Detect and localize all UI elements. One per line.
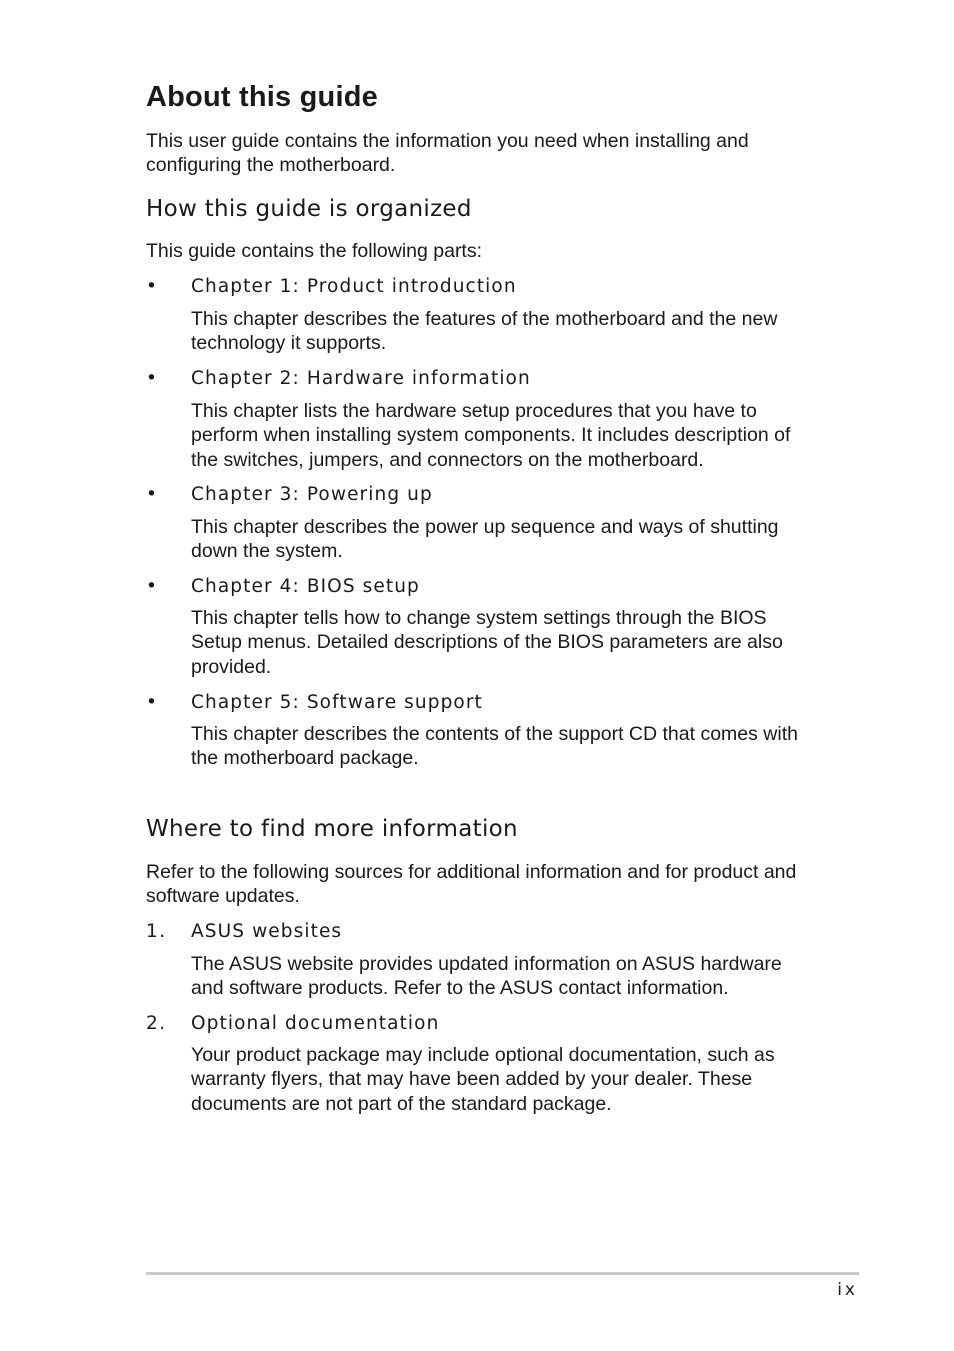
chapter-description: This chapter tells how to change system settings through the BIOS Setup menus. Detailed descriptions of the BIOS parameters are also provided. <box>191 607 783 678</box>
intro-paragraph: This user guide contains the information you need when installing and configuring the motherboard. <box>146 130 749 177</box>
list-number: 2. <box>146 1013 167 1034</box>
chapter-description: This chapter lists the hardware setup procedures that you have to perform when installing system components. It includes description of the switches, jumpers, and connectors on the motherboard. <box>191 400 791 471</box>
bullet-icon: • <box>146 484 159 505</box>
section-lead: This guide contains the following parts: <box>146 240 483 262</box>
bullet-icon: • <box>146 368 159 389</box>
page-title: About this guide <box>146 81 378 113</box>
section-lead: Refer to the following sources for additional information and for product and software updates. <box>146 861 797 908</box>
bullet-icon: • <box>146 692 159 713</box>
chapter-title: Chapter 3: Powering up <box>191 484 433 505</box>
chapter-title: Chapter 1: Product introduction <box>191 276 517 297</box>
chapter-title: Chapter 5: Software support <box>191 692 483 713</box>
chapter-title: Chapter 2: Hardware information <box>191 368 531 389</box>
chapter-description: This chapter describes the contents of the support CD that comes with the motherboard package. <box>191 723 798 770</box>
section-heading-more-info: Where to find more information <box>146 816 518 842</box>
source-description: The ASUS website provides updated information on ASUS hardware and software products. Refer to the ASUS contact information. <box>191 953 782 1000</box>
bullet-icon: • <box>146 276 159 297</box>
chapter-description: This chapter describes the power up sequence and ways of shutting down the system. <box>191 516 779 563</box>
bullet-icon: • <box>146 576 159 597</box>
chapter-title: Chapter 4: BIOS setup <box>191 576 420 597</box>
page-number: ix <box>837 1280 858 1300</box>
chapter-description: This chapter describes the features of the motherboard and the new technology it supports. <box>191 308 778 355</box>
section-heading-organization: How this guide is organized <box>146 196 472 222</box>
list-number: 1. <box>146 921 167 942</box>
footer-divider <box>146 1272 859 1275</box>
source-description: Your product package may include optional documentation, such as warranty flyers, that may have been added by your dealer. These documents are not part of the standard package. <box>191 1044 775 1115</box>
source-title: ASUS websites <box>191 921 343 942</box>
source-title: Optional documentation <box>191 1013 440 1034</box>
